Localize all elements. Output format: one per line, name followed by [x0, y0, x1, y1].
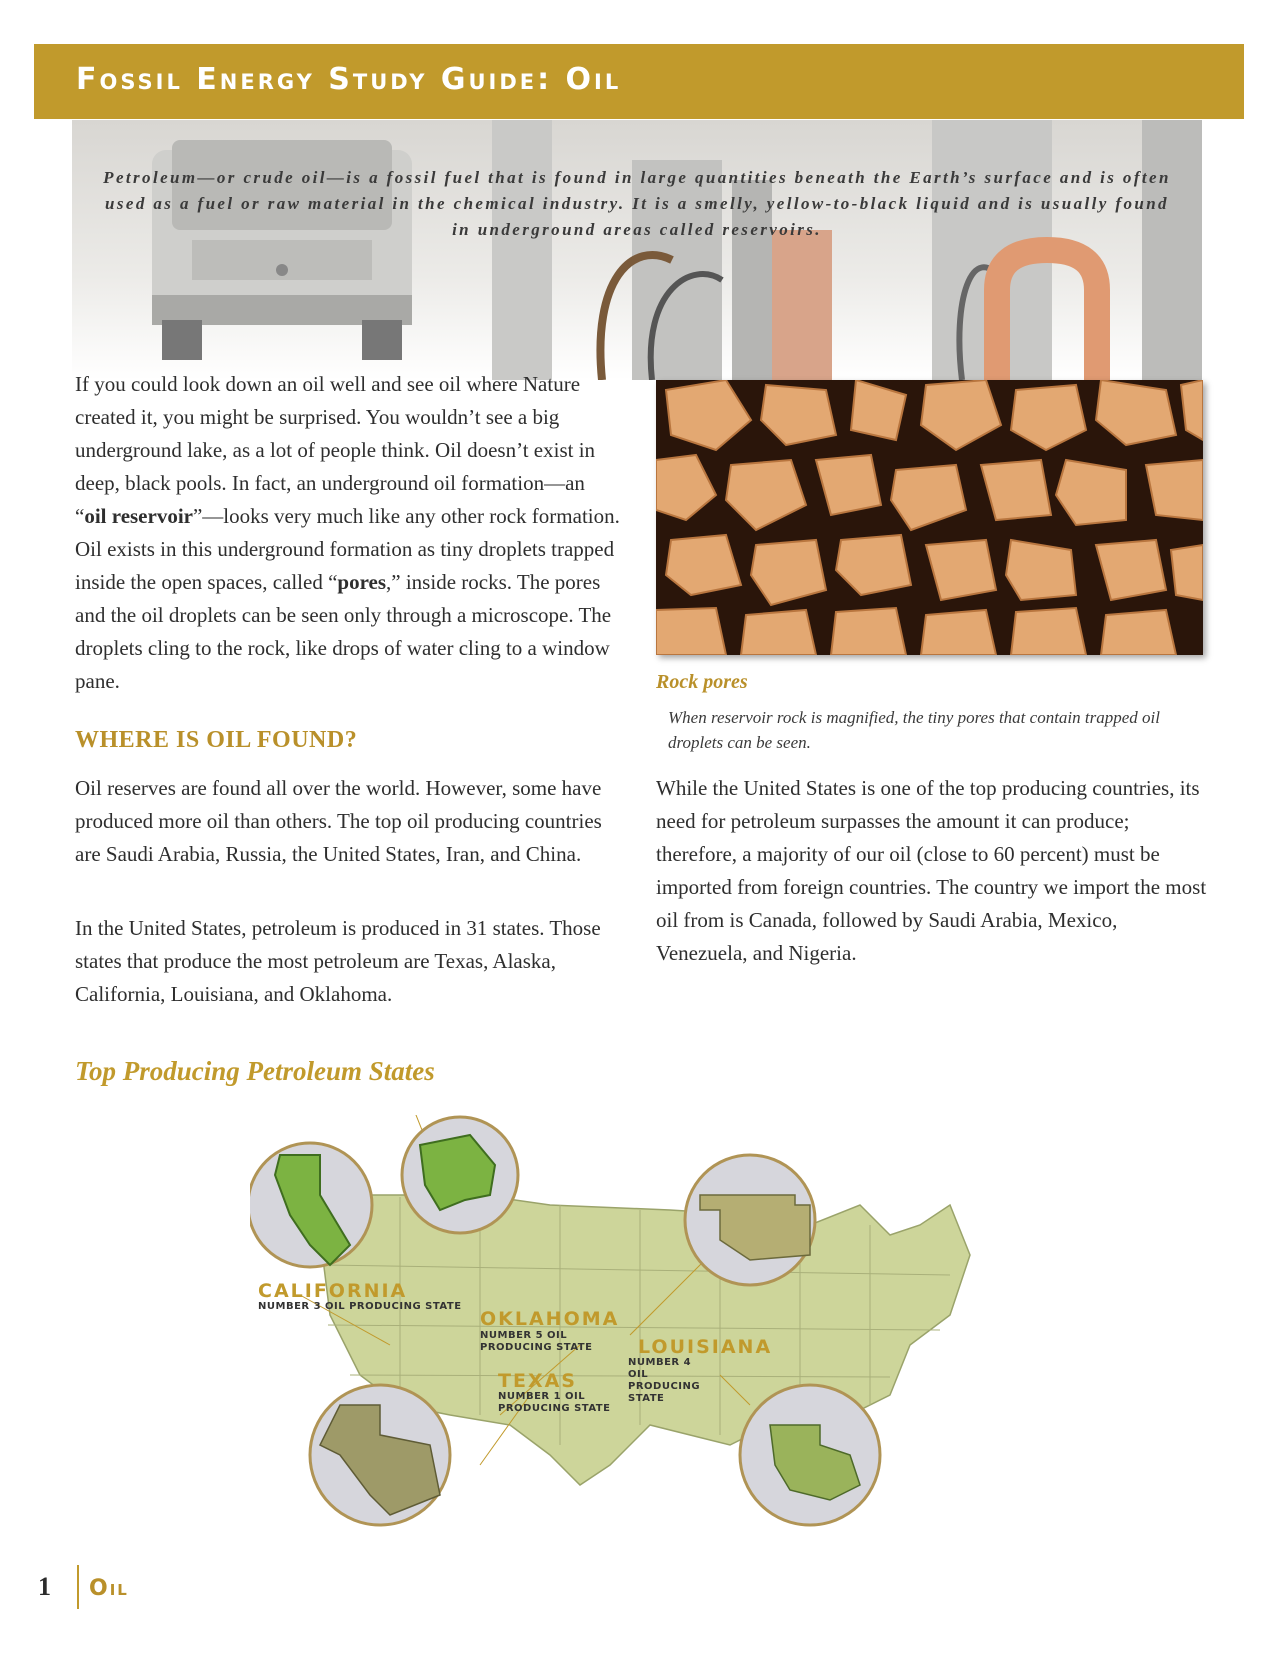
footer-divider — [77, 1565, 79, 1609]
louisiana-label: LOUISIANA — [638, 1336, 773, 1358]
pores-term: pores — [337, 570, 387, 594]
rock-pores-illustration — [656, 380, 1203, 655]
oklahoma-sub-2: PRODUCING STATE — [480, 1342, 593, 1353]
figure-caption-text: When reservoir rock is magnified, the tiny pores that contain trapped oil droplets can be seen. — [668, 708, 1160, 752]
louisiana-sub-1: NUMBER 4 — [628, 1357, 692, 1368]
imports-paragraph-block — [656, 772, 1211, 970]
paragraph-text: ”—looks very much like any other rock formation. Oil exists in this underground formation as tiny droplets trapped inside the open spaces, called “ — [75, 504, 620, 594]
louisiana-sub-3: PRODUCING — [628, 1381, 701, 1392]
reserves-paragraph: Oil reserves are found all over the world. However, some have produced more oil than others. The top oil producing countries are Saudi Arabia, Russia, the United States, Iran, and China. — [75, 776, 602, 866]
oil-well-paragraph — [75, 368, 620, 698]
california-circle — [250, 1143, 372, 1267]
gas-station-hero-image — [72, 120, 1202, 380]
us-oil-states-map — [250, 1115, 980, 1535]
title-banner — [34, 44, 1244, 119]
reserves-paragraph-block — [75, 772, 620, 871]
footer-section-label: Oil — [89, 1576, 129, 1601]
figure-caption-title: Rock pores — [656, 671, 748, 693]
gas-station-illustration — [72, 120, 1202, 380]
oklahoma-label: OKLAHOMA — [480, 1308, 620, 1330]
paragraph-text: If you could look down an oil well and see oil where Nature created it, you might be surprised. You wouldn’t see a big underground lake, as a lot of people think. Oil doesn’t exist in deep, black pools. In fact, an underground oil formation—an “ — [75, 372, 596, 528]
texas-sub-1: NUMBER 1 OIL — [498, 1391, 586, 1402]
us-production-paragraph: In the United States, petroleum is produced in 31 states. Those states that produce the most petroleum are Texas, Alaska, California, Louisiana, and Oklahoma. — [75, 916, 601, 1006]
us-production-paragraph-block — [75, 912, 620, 1011]
page-number: 1 — [38, 1572, 51, 1601]
map-title: Top Producing Petroleum States — [75, 1056, 435, 1086]
louisiana-sub-4: STATE — [628, 1393, 665, 1404]
california-label: CALIFORNIA — [258, 1280, 408, 1302]
louisiana-sub-2: OIL — [628, 1369, 649, 1380]
intro-text: Petroleum—or crude oil—is a fossil fuel that is found in large quantities beneath the Earth’s surface and is often used as a fuel or raw material in the chemical industry. It is a smelly, yellow-to-black liquid and is usually found in underground areas called reservoirs. — [103, 168, 1171, 239]
texas-sub-2: PRODUCING STATE — [498, 1403, 611, 1414]
texas-circle — [310, 1385, 450, 1525]
california-sub-1: NUMBER 3 OIL PRODUCING STATE — [258, 1301, 462, 1312]
oil-reservoir-term: oil reservoir — [84, 504, 193, 528]
oklahoma-sub-1: NUMBER 5 OIL — [480, 1330, 568, 1341]
louisiana-circle — [740, 1385, 880, 1525]
intro-paragraph-block — [75, 368, 620, 698]
alaska-circle — [402, 1117, 518, 1233]
texas-label: TEXAS — [498, 1370, 577, 1392]
section-heading: WHERE IS OIL FOUND? — [75, 727, 358, 753]
page-title: Fossil Energy Study Guide: Oil — [76, 62, 622, 97]
oklahoma-circle — [685, 1155, 815, 1285]
paragraph-text: ,” inside rocks. The pores and the oil droplets can be seen only through a microscope. The droplets cling to the rock, like drops of water cling to a window pane. — [75, 570, 612, 693]
imports-paragraph: While the United States is one of the top producing countries, its need for petroleum surpasses the amount it can produce; therefore, a majority of our oil (close to 60 percent) must be imported from foreign countries. The country we import the most oil from is Canada, followed by Saudi Arabia, Mexico, Venezuela, and Nigeria. — [656, 776, 1207, 965]
rock-pores-image — [656, 380, 1203, 655]
